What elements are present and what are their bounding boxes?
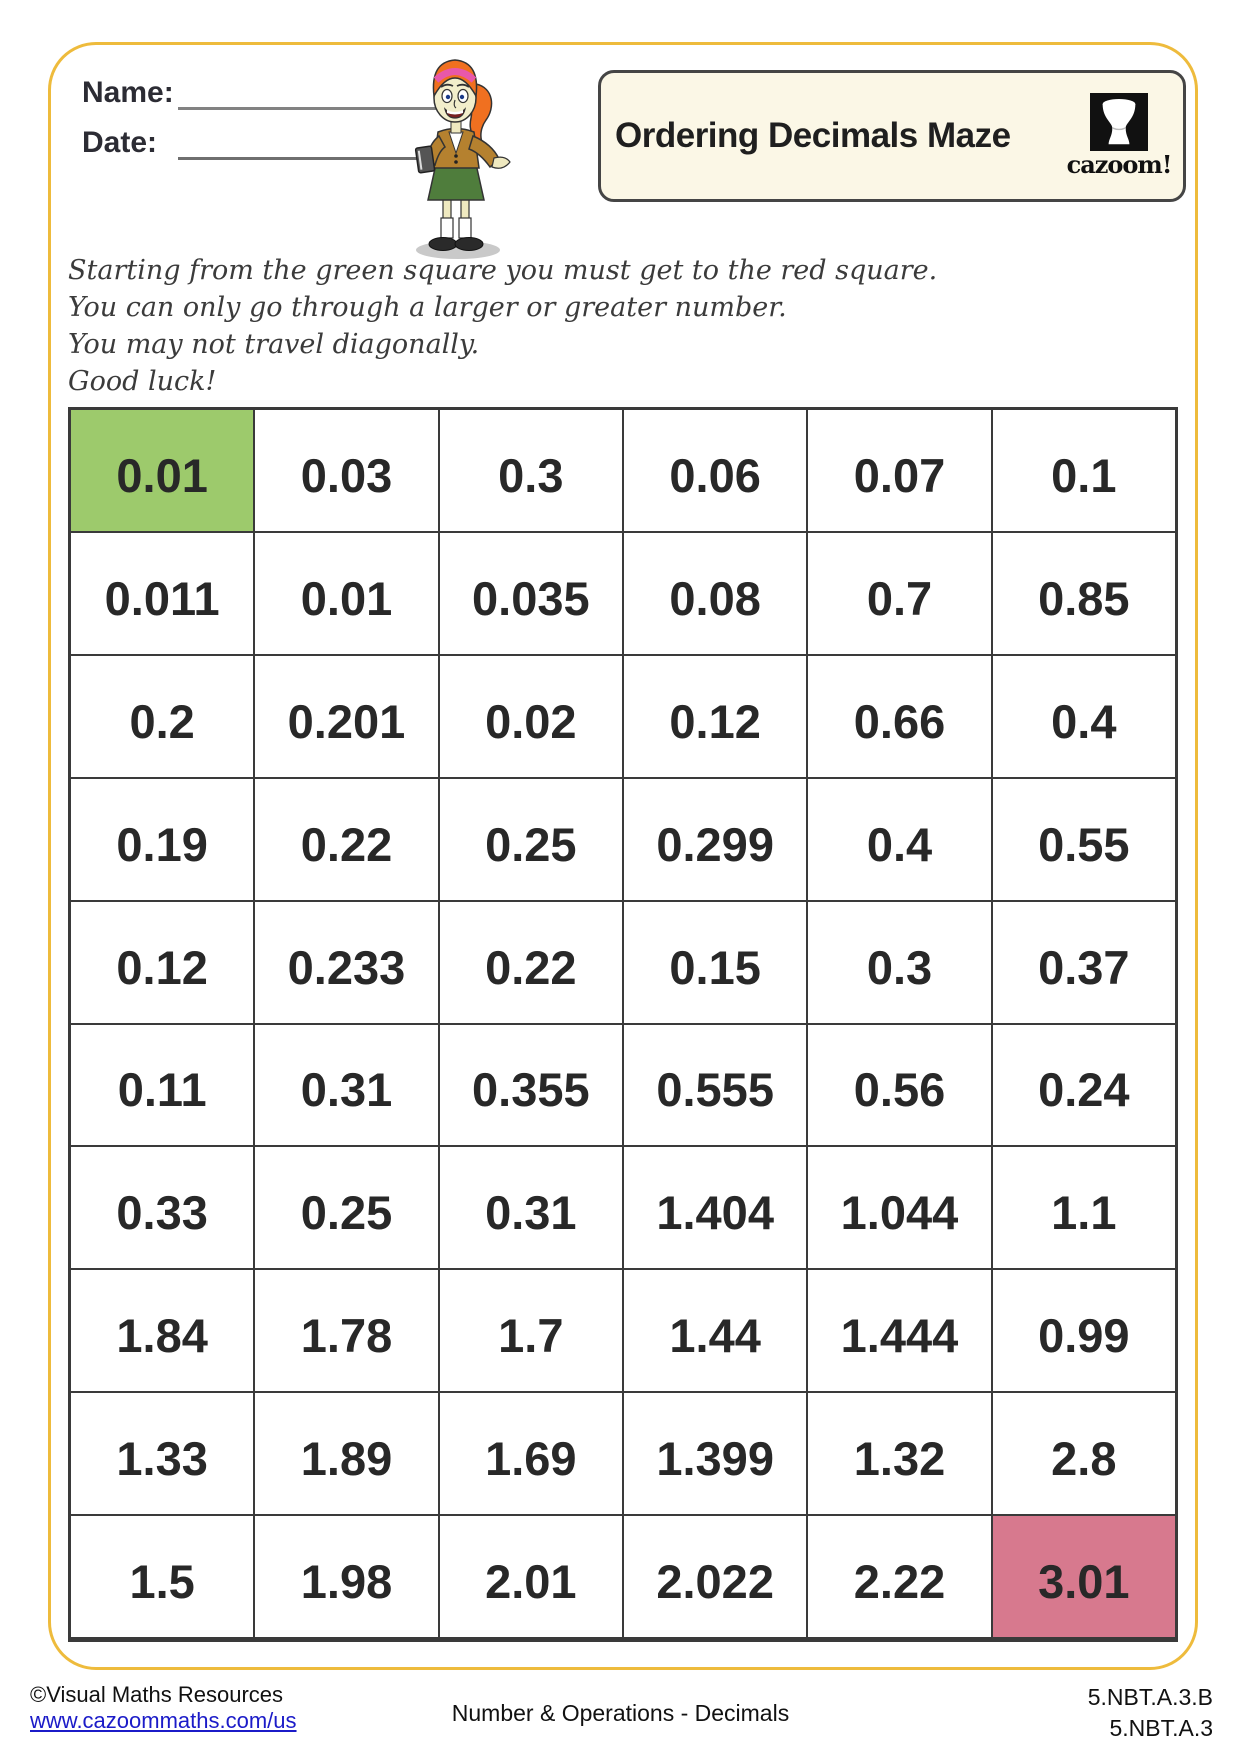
maze-cell-r9c3: 1.69	[439, 1392, 623, 1515]
maze-cell-r9c5: 1.32	[807, 1392, 991, 1515]
maze-cell-r9c2: 1.89	[254, 1392, 438, 1515]
maze-cell-r3c4: 0.12	[623, 655, 807, 778]
maze-cell-r7c4: 1.404	[623, 1146, 807, 1269]
instruction-line-1: Starting from the green square you must get to the red square.	[68, 255, 938, 286]
maze-cell-r5c3: 0.22	[439, 901, 623, 1024]
maze-cell-r7c3: 0.31	[439, 1146, 623, 1269]
maze-cell-r2c4: 0.08	[623, 532, 807, 655]
maze-cell-r1c2: 0.03	[254, 409, 438, 532]
maze-cell-r9c6: 2.8	[992, 1392, 1176, 1515]
maze-cell-r3c5: 0.66	[807, 655, 991, 778]
maze-cell-r10c4: 2.022	[623, 1515, 807, 1638]
student-girl-illustration	[396, 46, 518, 264]
copyright-text: ©Visual Maths Resources	[30, 1682, 284, 1707]
maze-cell-r1c5: 0.07	[807, 409, 991, 532]
instruction-line-2: You can only go through a larger or greater number.	[68, 292, 787, 323]
maze-cell-r5c2: 0.233	[254, 901, 438, 1024]
maze-cell-r2c6: 0.85	[992, 532, 1176, 655]
maze-cell-r1c3: 0.3	[439, 409, 623, 532]
maze-cell-r6c3: 0.355	[439, 1024, 623, 1147]
maze-cell-r9c4: 1.399	[623, 1392, 807, 1515]
instructions	[68, 252, 937, 400]
maze-cell-r8c5: 1.444	[807, 1269, 991, 1392]
maze-cell-r1c6: 0.1	[992, 409, 1176, 532]
maze-cell-r2c2: 0.01	[254, 532, 438, 655]
maze-cell-r8c3: 1.7	[439, 1269, 623, 1392]
cazoom-logo-text: cazoom!	[1066, 150, 1172, 179]
name-label: Name:	[82, 76, 174, 109]
maze-cell-r3c6: 0.4	[992, 655, 1176, 778]
instruction-line-3: You may not travel diagonally.	[68, 329, 480, 360]
maze-cell-r4c4: 0.299	[623, 778, 807, 901]
maze-cell-r5c5: 0.3	[807, 901, 991, 1024]
maze-cell-r7c1: 0.33	[70, 1146, 254, 1269]
maze-cell-r4c1: 0.19	[70, 778, 254, 901]
standard-code-2: 5.NBT.A.3	[1109, 1715, 1213, 1741]
worksheet-title: Ordering Decimals Maze	[615, 116, 1011, 155]
standard-code-1: 5.NBT.A.3.B	[1087, 1684, 1213, 1710]
maze-cell-r4c3: 0.25	[439, 778, 623, 901]
date-label: Date:	[82, 126, 158, 159]
maze-cell-r6c5: 0.56	[807, 1024, 991, 1147]
maze-cell-r8c4: 1.44	[623, 1269, 807, 1392]
maze-cell-r10c2: 1.98	[254, 1515, 438, 1638]
maze-cell-r10c5: 2.22	[807, 1515, 991, 1638]
maze-cell-r4c6: 0.55	[992, 778, 1176, 901]
maze-cell-r3c3: 0.02	[439, 655, 623, 778]
maze-cell-r2c1: 0.011	[70, 532, 254, 655]
maze-cell-r2c5: 0.7	[807, 532, 991, 655]
maze-cell-r4c5: 0.4	[807, 778, 991, 901]
footer-topic: Number & Operations - Decimals	[451, 1700, 790, 1726]
maze-cell-r8c1: 1.84	[70, 1269, 254, 1392]
maze-end-cell: 3.01	[992, 1515, 1176, 1638]
maze-cell-r2c3: 0.035	[439, 532, 623, 655]
maze-cell-r4c2: 0.22	[254, 778, 438, 901]
maze-cell-r1c4: 0.06	[623, 409, 807, 532]
instruction-line-4: Good luck!	[68, 366, 217, 397]
maze-cell-r5c1: 0.12	[70, 901, 254, 1024]
maze-cell-r6c2: 0.31	[254, 1024, 438, 1147]
maze-cell-r7c5: 1.044	[807, 1146, 991, 1269]
footer-standards	[1088, 1682, 1213, 1744]
cazoom-drum-icon	[1090, 93, 1148, 151]
maze-cell-r10c1: 1.5	[70, 1515, 254, 1638]
maze-cell-r5c6: 0.37	[992, 901, 1176, 1024]
title-box	[598, 70, 1186, 202]
cazoom-logo	[1061, 93, 1177, 179]
maze-cell-r8c2: 1.78	[254, 1269, 438, 1392]
maze-cell-r6c6: 0.24	[992, 1024, 1176, 1147]
maze-cell-r6c1: 0.11	[70, 1024, 254, 1147]
maze-cell-r6c4: 0.555	[623, 1024, 807, 1147]
maze-cell-r9c1: 1.33	[70, 1392, 254, 1515]
maze-cell-r3c2: 0.201	[254, 655, 438, 778]
maze-grid	[68, 407, 1178, 1642]
maze-cell-r7c6: 1.1	[992, 1146, 1176, 1269]
maze-cell-r5c4: 0.15	[623, 901, 807, 1024]
maze-cell-r3c1: 0.2	[70, 655, 254, 778]
maze-cell-r10c3: 2.01	[439, 1515, 623, 1638]
maze-start-cell: 0.01	[70, 409, 254, 532]
maze-cell-r7c2: 0.25	[254, 1146, 438, 1269]
cazoom-website-link[interactable]: www.cazoommaths.com/us	[30, 1708, 297, 1733]
maze-cell-r8c6: 0.99	[992, 1269, 1176, 1392]
